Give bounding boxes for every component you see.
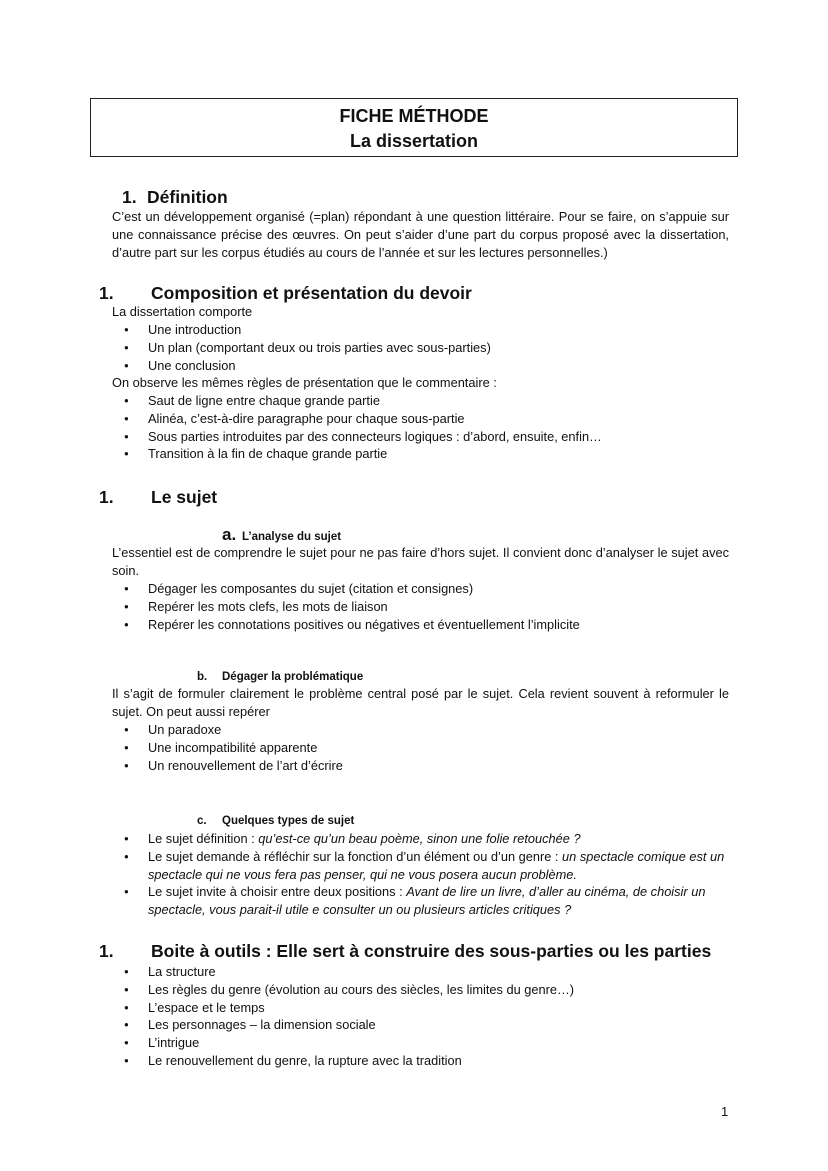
outils-list — [112, 963, 729, 1070]
heading-text: Boite à outils : Elle sert à construire des sous-parties ou les parties — [151, 941, 712, 961]
heading-number: 1. — [99, 283, 114, 303]
list-item: ● Le renouvellement du genre, la rupture avec la tradition — [112, 1052, 729, 1070]
list-item: ● Un paradoxe — [112, 721, 729, 739]
item-example: qu’est-ce qu’un beau poème, sinon une folie retouchée ? — [258, 831, 581, 846]
subheading-text: Dégager la problématique — [222, 671, 364, 683]
list-item: ● Sous parties introduites par des connecteurs logiques : d’abord, ensuite, enfin… — [112, 428, 729, 446]
heading-outils — [99, 940, 711, 962]
list-item: ● Un plan (comportant deux ou trois parties avec sous-parties) — [112, 339, 729, 357]
composition-intro-2: On observe les mêmes règles de présentation que le commentaire : — [112, 375, 497, 390]
item-text: Le sujet invite à choisir entre deux positions : — [148, 884, 407, 900]
subheading-letter: a. — [222, 525, 237, 544]
list-item: ● Un renouvellement de l’art d’écrire — [112, 757, 729, 775]
title-line-2: La dissertation — [349, 131, 479, 151]
heading-number: 1. — [99, 487, 114, 507]
heading-text: Composition et présentation du devoir — [151, 283, 472, 303]
heading-sujet — [99, 486, 217, 508]
list-item: ● Dégager les composantes du sujet (citation et consignes) — [112, 580, 729, 598]
list-item — [112, 883, 729, 919]
list-item: ● L’espace et le temps — [112, 999, 729, 1017]
heading-number: 1. — [99, 941, 114, 961]
list-item — [112, 848, 729, 884]
composition-list-1 — [112, 321, 729, 374]
heading-text: Définition — [147, 187, 228, 207]
subheading-problematique — [197, 669, 363, 685]
item-text: Le sujet demande à réfléchir sur la fonction d’un élément ou d’un genre : — [148, 848, 563, 864]
problematique-paragraph: Il s’agit de formuler clairement le problème central posé par le sujet. Cela revient souvent à reformuler le sujet. On peut aussi repérer — [112, 686, 729, 719]
list-item: ● Les règles du genre (évolution au cours des siècles, les limites du genre…) — [112, 981, 729, 999]
heading-text: Le sujet — [151, 487, 218, 507]
item-example: Avant de lire un livre, d’aller au cinéma, de choisir un spectacle, vous parait-il utile e consulter un ou plusieurs articles critiques ? — [148, 884, 706, 918]
title-box — [90, 98, 738, 157]
list-item: ● Repérer les mots clefs, les mots de liaison — [112, 598, 729, 616]
composition-intro: La dissertation comporte — [112, 304, 253, 319]
subheading-analyse — [222, 527, 341, 545]
subheading-text: L’analyse du sujet — [242, 531, 342, 543]
page-number: 1 — [721, 1104, 729, 1119]
list-item: ● Une conclusion — [112, 357, 729, 375]
list-item: ● Repérer les connotations positives ou négatives et éventuellement l’implicite — [112, 616, 729, 634]
heading-definition — [122, 186, 228, 208]
analyse-list — [112, 580, 729, 633]
item-text: Le sujet définition : — [148, 831, 259, 846]
problematique-list — [112, 721, 729, 774]
composition-list-2 — [112, 392, 729, 463]
list-item: ● Une incompatibilité apparente — [112, 739, 729, 757]
heading-number: 1. — [122, 187, 137, 207]
list-item: ● Saut de ligne entre chaque grande partie — [112, 392, 729, 410]
analyse-paragraph: L’essentiel est de comprendre le sujet pour ne pas faire d’hors sujet. Il convient donc d’analyser le sujet avec soin. — [112, 545, 729, 578]
subheading-types — [197, 813, 354, 829]
list-item: ● Transition à la fin de chaque grande partie — [112, 445, 729, 463]
subheading-letter: b. — [197, 671, 208, 683]
list-item: ● Une introduction — [112, 321, 729, 339]
list-item: ● Les personnages – la dimension sociale — [112, 1016, 729, 1034]
heading-composition — [99, 282, 472, 304]
types-list — [112, 830, 729, 919]
list-item: ● La structure — [112, 963, 729, 981]
list-item: ● L’intrigue — [112, 1034, 729, 1052]
list-item — [112, 830, 729, 848]
title-line-1: FICHE MÉTHODE — [339, 106, 489, 126]
list-item: ● Alinéa, c’est-à-dire paragraphe pour chaque sous-partie — [112, 410, 729, 428]
subheading-letter: c. — [197, 815, 207, 827]
definition-paragraph: C’est un développement organisé (=plan) répondant à une question littéraire. Pour se faire, on s’appuie sur une connaissance précise des œuvres. On peut s’aider d’une part du corpus proposé avec la dissertation, d’autre part sur les corpus étudiés au cours de l’année et sur les lectures personnelles.) — [112, 209, 729, 260]
subheading-text: Quelques types de sujet — [222, 815, 355, 827]
item-example: un spectacle comique est un spectacle qui ne vous fera pas penser, qui ne vous posera aucun problème. — [148, 848, 725, 882]
